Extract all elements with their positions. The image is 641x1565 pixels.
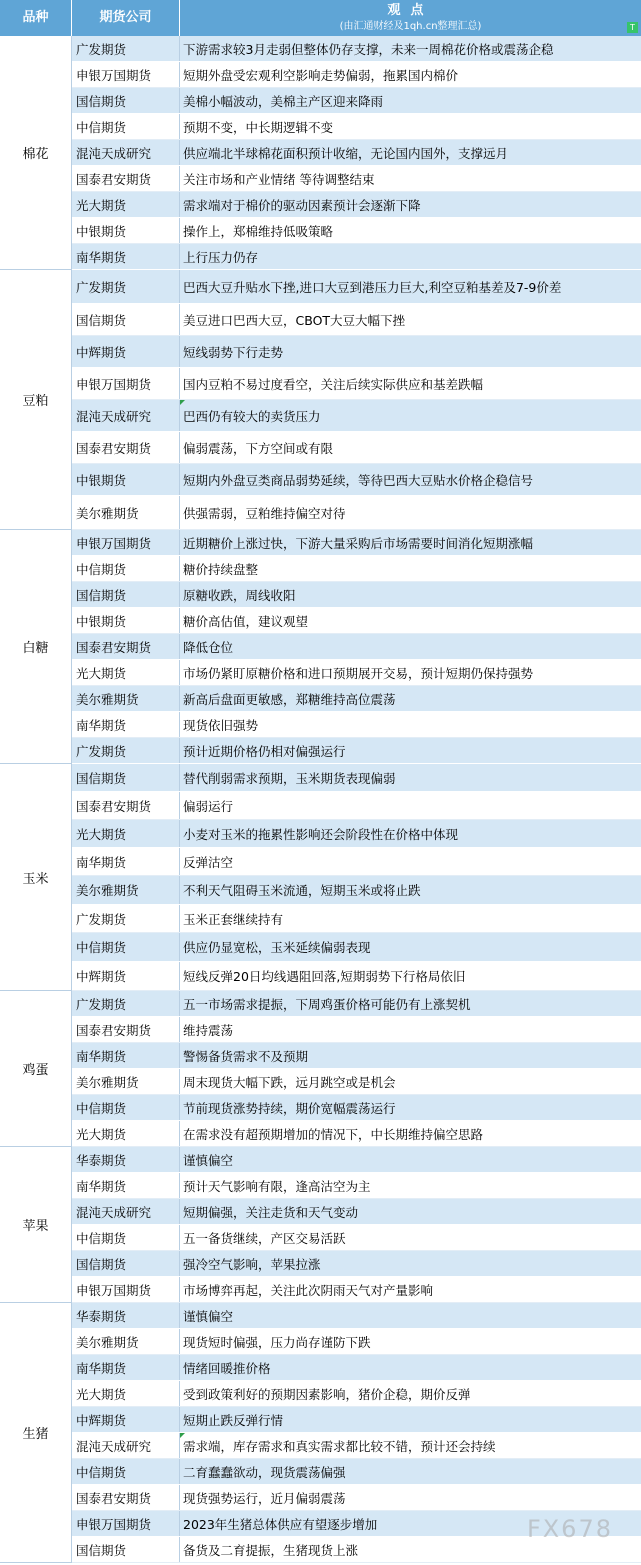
company-cell: 美尔雅期货 — [72, 1329, 180, 1354]
view-cell: 关注市场和产业情绪 等待调整结束 — [183, 171, 375, 187]
view-cell: 短线弱势下行走势 — [183, 344, 284, 360]
company-cell: 光大期货 — [72, 660, 180, 685]
company-cell: 光大期货 — [72, 1121, 180, 1146]
table-row — [72, 432, 641, 464]
table-row — [72, 933, 641, 962]
view-cell: 五一市场需求提振，下周鸡蛋价格可能仍有上涨契机 — [183, 996, 471, 1012]
table-row — [72, 1407, 641, 1433]
table-row — [72, 140, 641, 166]
view-cell: 二育蠢蠢欲动，现货震荡偏强 — [183, 1464, 346, 1480]
view-cell: 节前现货涨势持续，期价宽幅震荡运行 — [183, 1100, 396, 1116]
table-row — [72, 1017, 641, 1043]
watermark: FX678 — [526, 1515, 613, 1543]
view-cell: 近期糖价上涨过快，下游大量采购后市场需要时间消化短期涨幅 — [183, 535, 534, 551]
group-label: 棉花 — [0, 36, 72, 270]
tag-icon[interactable]: T — [627, 22, 638, 33]
company-cell: 混沌天成研究 — [72, 400, 180, 431]
company-cell: 南华期货 — [72, 1043, 180, 1068]
header-view-subtitle: (由汇通财经及1qh.cn整理汇总) — [339, 21, 482, 32]
table-row — [72, 1173, 641, 1199]
table-row — [72, 336, 641, 368]
group-label: 白糖 — [0, 530, 72, 764]
view-cell: 预计天气影响有限，逢高沽空为主 — [183, 1178, 371, 1194]
view-cell: 供应仍显宽松，玉米延续偏弱表现 — [183, 940, 371, 955]
table-row — [72, 1251, 641, 1277]
company-cell: 南华期货 — [72, 712, 180, 737]
table-row — [72, 660, 641, 686]
view-cell: 玉米正套继续持有 — [183, 911, 284, 927]
view-cell: 降低仓位 — [183, 639, 234, 655]
table-row — [72, 905, 641, 933]
view-cell: 供强需弱，豆粕维持偏空对待 — [183, 505, 346, 521]
table-row — [72, 962, 641, 991]
company-cell: 南华期货 — [72, 244, 180, 269]
table-row — [72, 218, 641, 244]
company-cell: 美尔雅期货 — [72, 686, 180, 711]
company-cell: 中信期货 — [72, 114, 180, 139]
view-cell: 维持震荡 — [183, 1022, 234, 1038]
view-cell: 小麦对玉米的拖累性影响还会阶段性在价格中体现 — [183, 826, 459, 842]
view-cell: 美棉小幅波动，美棉主产区迎来降雨 — [183, 93, 384, 109]
view-cell: 新高后盘面更敏感，郑糖维持高位震荡 — [183, 691, 396, 707]
table-row — [72, 848, 641, 876]
table-row — [72, 166, 641, 192]
company-cell: 华泰期货 — [72, 1147, 180, 1172]
company-cell: 申银万国期货 — [72, 1511, 180, 1536]
company-cell: 中信期货 — [72, 556, 180, 581]
view-cell: 现货短时偏强，压力尚存谨防下跌 — [183, 1334, 371, 1350]
group-label: 生猪 — [0, 1303, 72, 1563]
company-cell: 国信期货 — [72, 1537, 180, 1562]
view-cell: 供应端北半球棉花面积预计收缩，无论国内国外，支撑远月 — [183, 145, 509, 161]
table-row — [72, 991, 641, 1017]
table-row — [72, 686, 641, 712]
company-cell: 中辉期货 — [72, 336, 180, 367]
table-row — [72, 738, 641, 764]
company-cell: 广发期货 — [72, 905, 180, 932]
table-row — [72, 712, 641, 738]
company-cell: 南华期货 — [72, 1355, 180, 1380]
table-row — [72, 88, 641, 114]
company-cell: 中银期货 — [72, 464, 180, 495]
company-cell: 申银万国期货 — [72, 1277, 180, 1302]
table-row — [72, 368, 641, 400]
view-cell: 情绪回暖推价格 — [183, 1360, 271, 1376]
view-cell: 下游需求较3月走弱但整体仍存支撑，未来一周棉花价格或震荡企稳 — [183, 41, 554, 57]
company-cell: 国信期货 — [72, 764, 180, 791]
view-cell: 短期内外盘豆类商品弱势延续，等待巴西大豆贴水价格企稳信号 — [183, 472, 534, 488]
company-cell: 南华期货 — [72, 1173, 180, 1198]
table-row — [72, 244, 641, 270]
company-cell: 美尔雅期货 — [72, 496, 180, 529]
view-cell: 谨慎偏空 — [183, 1152, 234, 1168]
view-cell: 原糖收跌，周线收阳 — [183, 587, 296, 603]
view-cell: 偏弱运行 — [183, 798, 234, 814]
table-row — [72, 1095, 641, 1121]
view-cell: 2023年生猪总体供应有望逐步增加 — [183, 1516, 378, 1532]
header-view — [180, 0, 641, 36]
group-label: 豆粕 — [0, 270, 72, 530]
table-row — [72, 192, 641, 218]
table-row — [72, 1225, 641, 1251]
view-cell: 国内豆粕不易过度看空，关注后续实际供应和基差跌幅 — [183, 376, 484, 392]
company-cell: 国泰君安期货 — [72, 432, 180, 463]
table-row — [72, 1121, 641, 1147]
company-cell: 广发期货 — [72, 738, 180, 763]
company-cell: 美尔雅期货 — [72, 1069, 180, 1094]
company-cell: 中辉期货 — [72, 1407, 180, 1432]
view-cell: 强冷空气影响，苹果拉涨 — [183, 1256, 321, 1272]
company-cell: 申银万国期货 — [72, 368, 180, 399]
table-row — [72, 270, 641, 304]
table-row — [72, 36, 641, 62]
view-cell: 预期不变，中长期逻辑不变 — [183, 119, 334, 135]
company-cell: 中银期货 — [72, 218, 180, 243]
company-cell: 中信期货 — [72, 933, 180, 961]
view-cell: 替代削弱需求预期，玉米期货表现偏弱 — [183, 770, 396, 786]
table-row — [72, 530, 641, 556]
company-cell: 南华期货 — [72, 848, 180, 875]
table-row — [72, 582, 641, 608]
company-cell: 华泰期货 — [72, 1303, 180, 1328]
comment-marker-icon — [180, 1433, 185, 1438]
table-row — [72, 634, 641, 660]
group-label: 苹果 — [0, 1147, 72, 1303]
view-cell: 警惕备货需求不及预期 — [183, 1048, 309, 1064]
group-label: 玉米 — [0, 764, 72, 991]
view-cell: 谨慎偏空 — [183, 1308, 234, 1324]
company-cell: 申银万国期货 — [72, 530, 180, 555]
view-cell: 不利天气阻碍玉米流通，短期玉米或将止跌 — [183, 883, 421, 898]
comment-marker-icon — [180, 400, 185, 405]
table-row — [72, 608, 641, 634]
company-cell: 国泰君安期货 — [72, 166, 180, 191]
view-cell: 短线反弹20日均线遇阻回落,短期弱势下行格局依旧 — [183, 969, 466, 984]
view-cell: 周末现货大幅下跌，远月跳空或是机会 — [183, 1074, 396, 1090]
view-cell: 短期偏强，关注走货和天气变动 — [183, 1204, 359, 1220]
company-cell: 国信期货 — [72, 88, 180, 113]
view-cell: 预计近期价格仍相对偏强运行 — [183, 743, 346, 759]
header-variety: 品种 — [0, 0, 72, 36]
table-row — [72, 556, 641, 582]
table-row — [72, 1303, 641, 1329]
company-cell: 国泰君安期货 — [72, 1017, 180, 1042]
table-row — [72, 1459, 641, 1485]
table-row — [72, 1043, 641, 1069]
view-cell: 巴西仍有较大的卖货压力 — [180, 400, 641, 431]
view-cell: 糖价高估值，建议观望 — [183, 613, 309, 629]
table-row — [72, 1433, 641, 1459]
company-cell: 申银万国期货 — [72, 62, 180, 87]
company-cell: 中银期货 — [72, 608, 180, 633]
view-cell: 糖价持续盘整 — [183, 561, 259, 577]
view-cell: 现货依旧强势 — [183, 717, 259, 733]
view-cell: 在需求没有超预期增加的情况下，中长期维持偏空思路 — [183, 1126, 484, 1142]
company-cell: 国信期货 — [72, 304, 180, 335]
view-cell: 现货强势运行，近月偏弱震荡 — [183, 1490, 346, 1506]
table-row — [72, 1199, 641, 1225]
table-row — [72, 496, 641, 530]
company-cell: 国信期货 — [72, 1251, 180, 1276]
view-cell: 上行压力仍存 — [183, 249, 259, 265]
company-cell: 广发期货 — [72, 991, 180, 1016]
view-cell: 需求端对于棉价的驱动因素预计会逐渐下降 — [183, 197, 421, 213]
company-cell: 广发期货 — [72, 270, 180, 303]
header-company: 期货公司 — [72, 0, 180, 36]
view-cell: 市场仍紧盯原糖价格和进口预期展开交易，预计短期仍保持强势 — [183, 665, 534, 681]
company-cell: 中辉期货 — [72, 962, 180, 990]
table-row — [72, 1485, 641, 1511]
company-cell: 混沌天成研究 — [72, 1199, 180, 1224]
company-cell: 中信期货 — [72, 1095, 180, 1120]
table-row — [72, 764, 641, 792]
table-row — [72, 1069, 641, 1095]
table-header — [0, 0, 641, 36]
company-cell: 广发期货 — [72, 36, 180, 61]
view-cell: 偏弱震荡，下方空间或有限 — [183, 440, 334, 456]
view-cell: 短期止跌反弹行情 — [183, 1412, 284, 1428]
table-row — [72, 1381, 641, 1407]
company-cell: 光大期货 — [72, 1381, 180, 1406]
view-cell: 美豆进口巴西大豆，CBOT大豆大幅下挫 — [183, 312, 406, 328]
company-cell: 美尔雅期货 — [72, 876, 180, 904]
view-cell: 反弹沽空 — [183, 854, 234, 870]
company-cell: 中信期货 — [72, 1225, 180, 1250]
company-cell: 混沌天成研究 — [72, 1433, 180, 1458]
company-cell: 光大期货 — [72, 820, 180, 847]
table-row — [72, 1147, 641, 1173]
table-row — [72, 792, 641, 820]
view-cell: 备货及二育提振，生猪现货上涨 — [183, 1542, 359, 1558]
view-cell: 短期外盘受宏观利空影响走势偏弱，拖累国内棉价 — [183, 67, 459, 83]
company-cell: 国泰君安期货 — [72, 634, 180, 659]
company-cell: 混沌天成研究 — [72, 140, 180, 165]
table-row — [72, 400, 641, 432]
company-cell: 国泰君安期货 — [72, 792, 180, 819]
header-view-title: 观点 — [387, 3, 434, 18]
company-cell: 国信期货 — [72, 582, 180, 607]
table-row — [72, 1329, 641, 1355]
table-row — [72, 304, 641, 336]
table-row — [72, 1277, 641, 1303]
view-cell: 需求端，库存需求和真实需求都比较不错，预计还会持续 — [180, 1433, 641, 1458]
table-row — [72, 1355, 641, 1381]
view-cell: 受到政策利好的预期因素影响，猪价企稳，期价反弹 — [183, 1386, 471, 1402]
company-cell: 中信期货 — [72, 1459, 180, 1484]
view-cell: 五一备货继续，产区交易活跃 — [183, 1230, 346, 1246]
table-row — [72, 820, 641, 848]
table-row — [72, 114, 641, 140]
view-cell: 巴西大豆升贴水下挫,进口大豆到港压力巨大,利空豆粕基差及7-9价差 — [183, 279, 562, 295]
view-cell: 操作上，郑棉维持低吸策略 — [183, 223, 334, 239]
company-cell: 光大期货 — [72, 192, 180, 217]
table-row — [72, 464, 641, 496]
view-cell: 市场博弈再起，关注此次阴雨天气对产量影响 — [183, 1282, 434, 1298]
group-label: 鸡蛋 — [0, 991, 72, 1147]
company-cell: 国泰君安期货 — [72, 1485, 180, 1510]
table-row — [72, 876, 641, 905]
table-row — [72, 62, 641, 88]
